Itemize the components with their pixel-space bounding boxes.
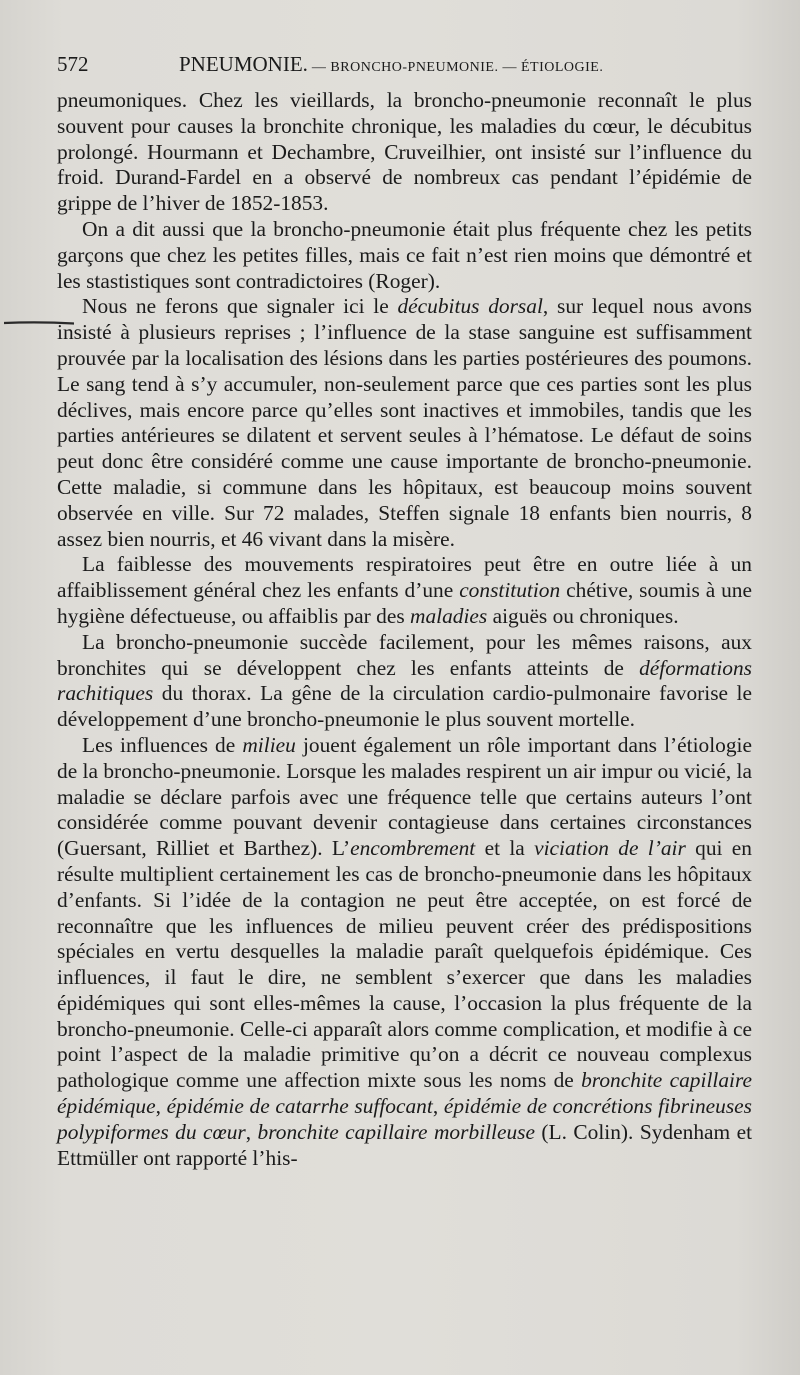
italic-text: déformations rachitiques [57,655,752,706]
italic-text: maladies [410,603,488,628]
running-title-sub: — BRONCHO-PNEUMONIE. — ÉTIOLOGIE. [307,60,604,75]
running-header [57,52,760,82]
italic-text: bronchite capillaire épidémique [57,1068,752,1119]
text-run: et la [475,836,535,861]
italic-text: constitution [459,578,561,603]
paragraph [57,88,752,217]
running-title-main: PNEUMONIE. [179,52,308,76]
paragraph [57,733,752,1172]
text-run: chétive, soumis à une hygiène défectueuse, ou affaiblis par des [57,578,753,628]
italic-text: épidémie de concrétions fibrineuses polypiformes du cœur [57,1094,753,1144]
text-run: jouent également un rôle important dans l’étiologie de la broncho-pneumonie. Lorsque les malades respirent un air impur ou vicié, la maladie se déclare parfois avec une fréquence telle que certains auteurs l’ont considérée comme pouvant devenir contagieuse dans certaines circonstances (Guersant, Rilliet et Barthez). L’ [57,732,752,861]
text-run: (L. Colin). Sydenham et Ettmüller ont rapporté l’his- [57,1119,753,1170]
text-run: Les influences de [82,732,243,757]
text-run: La broncho-pneumonie succède facilement, pour les mêmes raisons, aux bronchites qui se développent chez les enfants atteints de [57,629,752,680]
paragraph [57,552,752,629]
italic-text: viciation de l’air [534,836,686,861]
text-run: On a dit aussi que la broncho-pneumonie était plus fréquente chez les petits garçons que chez les petites filles, mais ce fait n’est rien moins que démontré et les stastistiques sont contradictoires (Roger). [57,216,752,293]
text-run: , sur lequel nous avons insisté à plusieurs reprises ; l’influence de la stase sanguine est suffisamment prouvée par la localisation des lésions dans les parties postérieures des poumons. Le sang tend à s’y accumuler, non-seulement parce que ces parties sont les plus déclives, mais encore parce qu’elles sont inactives et immobiles, tandis que les parties antérieures se dilatent et servent seules à l’hématose. Le défaut de soins peut donc être considéré comme une cause importante de broncho-pneumonie. Cette maladie, si commune dans les hôpitaux, est beaucoup moins souvent observée en ville. Sur 72 malades, Steffen signale 18 enfants bien nourris, 8 assez bien nourris, et 46 vivant dans la misère. [57,294,752,551]
text-run: qui en résulte multiplient certainement les cas de broncho-pneumonie dans les hôpitaux d’enfants. Si l’idée de la contagion ne peut être acceptée, on est forcé de reconnaître que les influences de milieu peuvent créer des prédispositions spéciales en vertu desquelles la maladie paraît quelquefois épidémique. Ces influences, il faut le dire, ne semblent s’exercer que dans les maladies épidémiques qui sont elles-mêmes la cause, l’occasion la plus fréquente de la broncho-pneumonie. Celle-ci apparaît alors comme complication, et modifie à ce point l’aspect de la maladie primitive qu’on a décrit ce nouveau complexus pathologique comme une affection mixte sous les noms de [57,836,753,1093]
text-run: Nous ne ferons que signaler ici le [82,294,398,319]
italic-text: milieu [242,732,296,757]
paragraph [57,217,752,294]
italic-text: décubitus dorsal [397,294,543,319]
text-run: , [245,1119,258,1144]
page-number: 572 [57,52,89,76]
text-run: , [432,1094,444,1119]
running-title [179,52,603,77]
italic-text: épidémie de catarrhe suffocant [166,1094,433,1119]
text-run: aiguës ou chroniques. [487,603,679,628]
body-text [57,88,752,1171]
text-run: du thorax. La gêne de la circulation cardio-pulmonaire favorise le développement d’une broncho-pneumonie le plus souvent mortelle. [57,681,752,732]
paragraph [57,294,752,552]
text-run: , [155,1094,167,1119]
italic-text: encombrement [350,836,476,861]
text-run: La faiblesse des mouvements respiratoires peut être en outre liée à un affaiblissement général chez les enfants d’une [57,552,752,603]
paragraph [57,630,752,733]
italic-text: bronchite capillaire morbilleuse [257,1119,535,1144]
text-run: pneumoniques. Chez les vieillards, la broncho-pneumonie reconnaît le plus souvent pour causes la bronchite chronique, les maladies du cœur, le décubitus prolongé. Hourmann et Dechambre, Cruveilhier, ont insisté sur l’influence du froid. Durand-Fardel en a observé de nombreux cas pendant l’épidémie de grippe de l’hiver de 1852-1853. [57,88,752,216]
